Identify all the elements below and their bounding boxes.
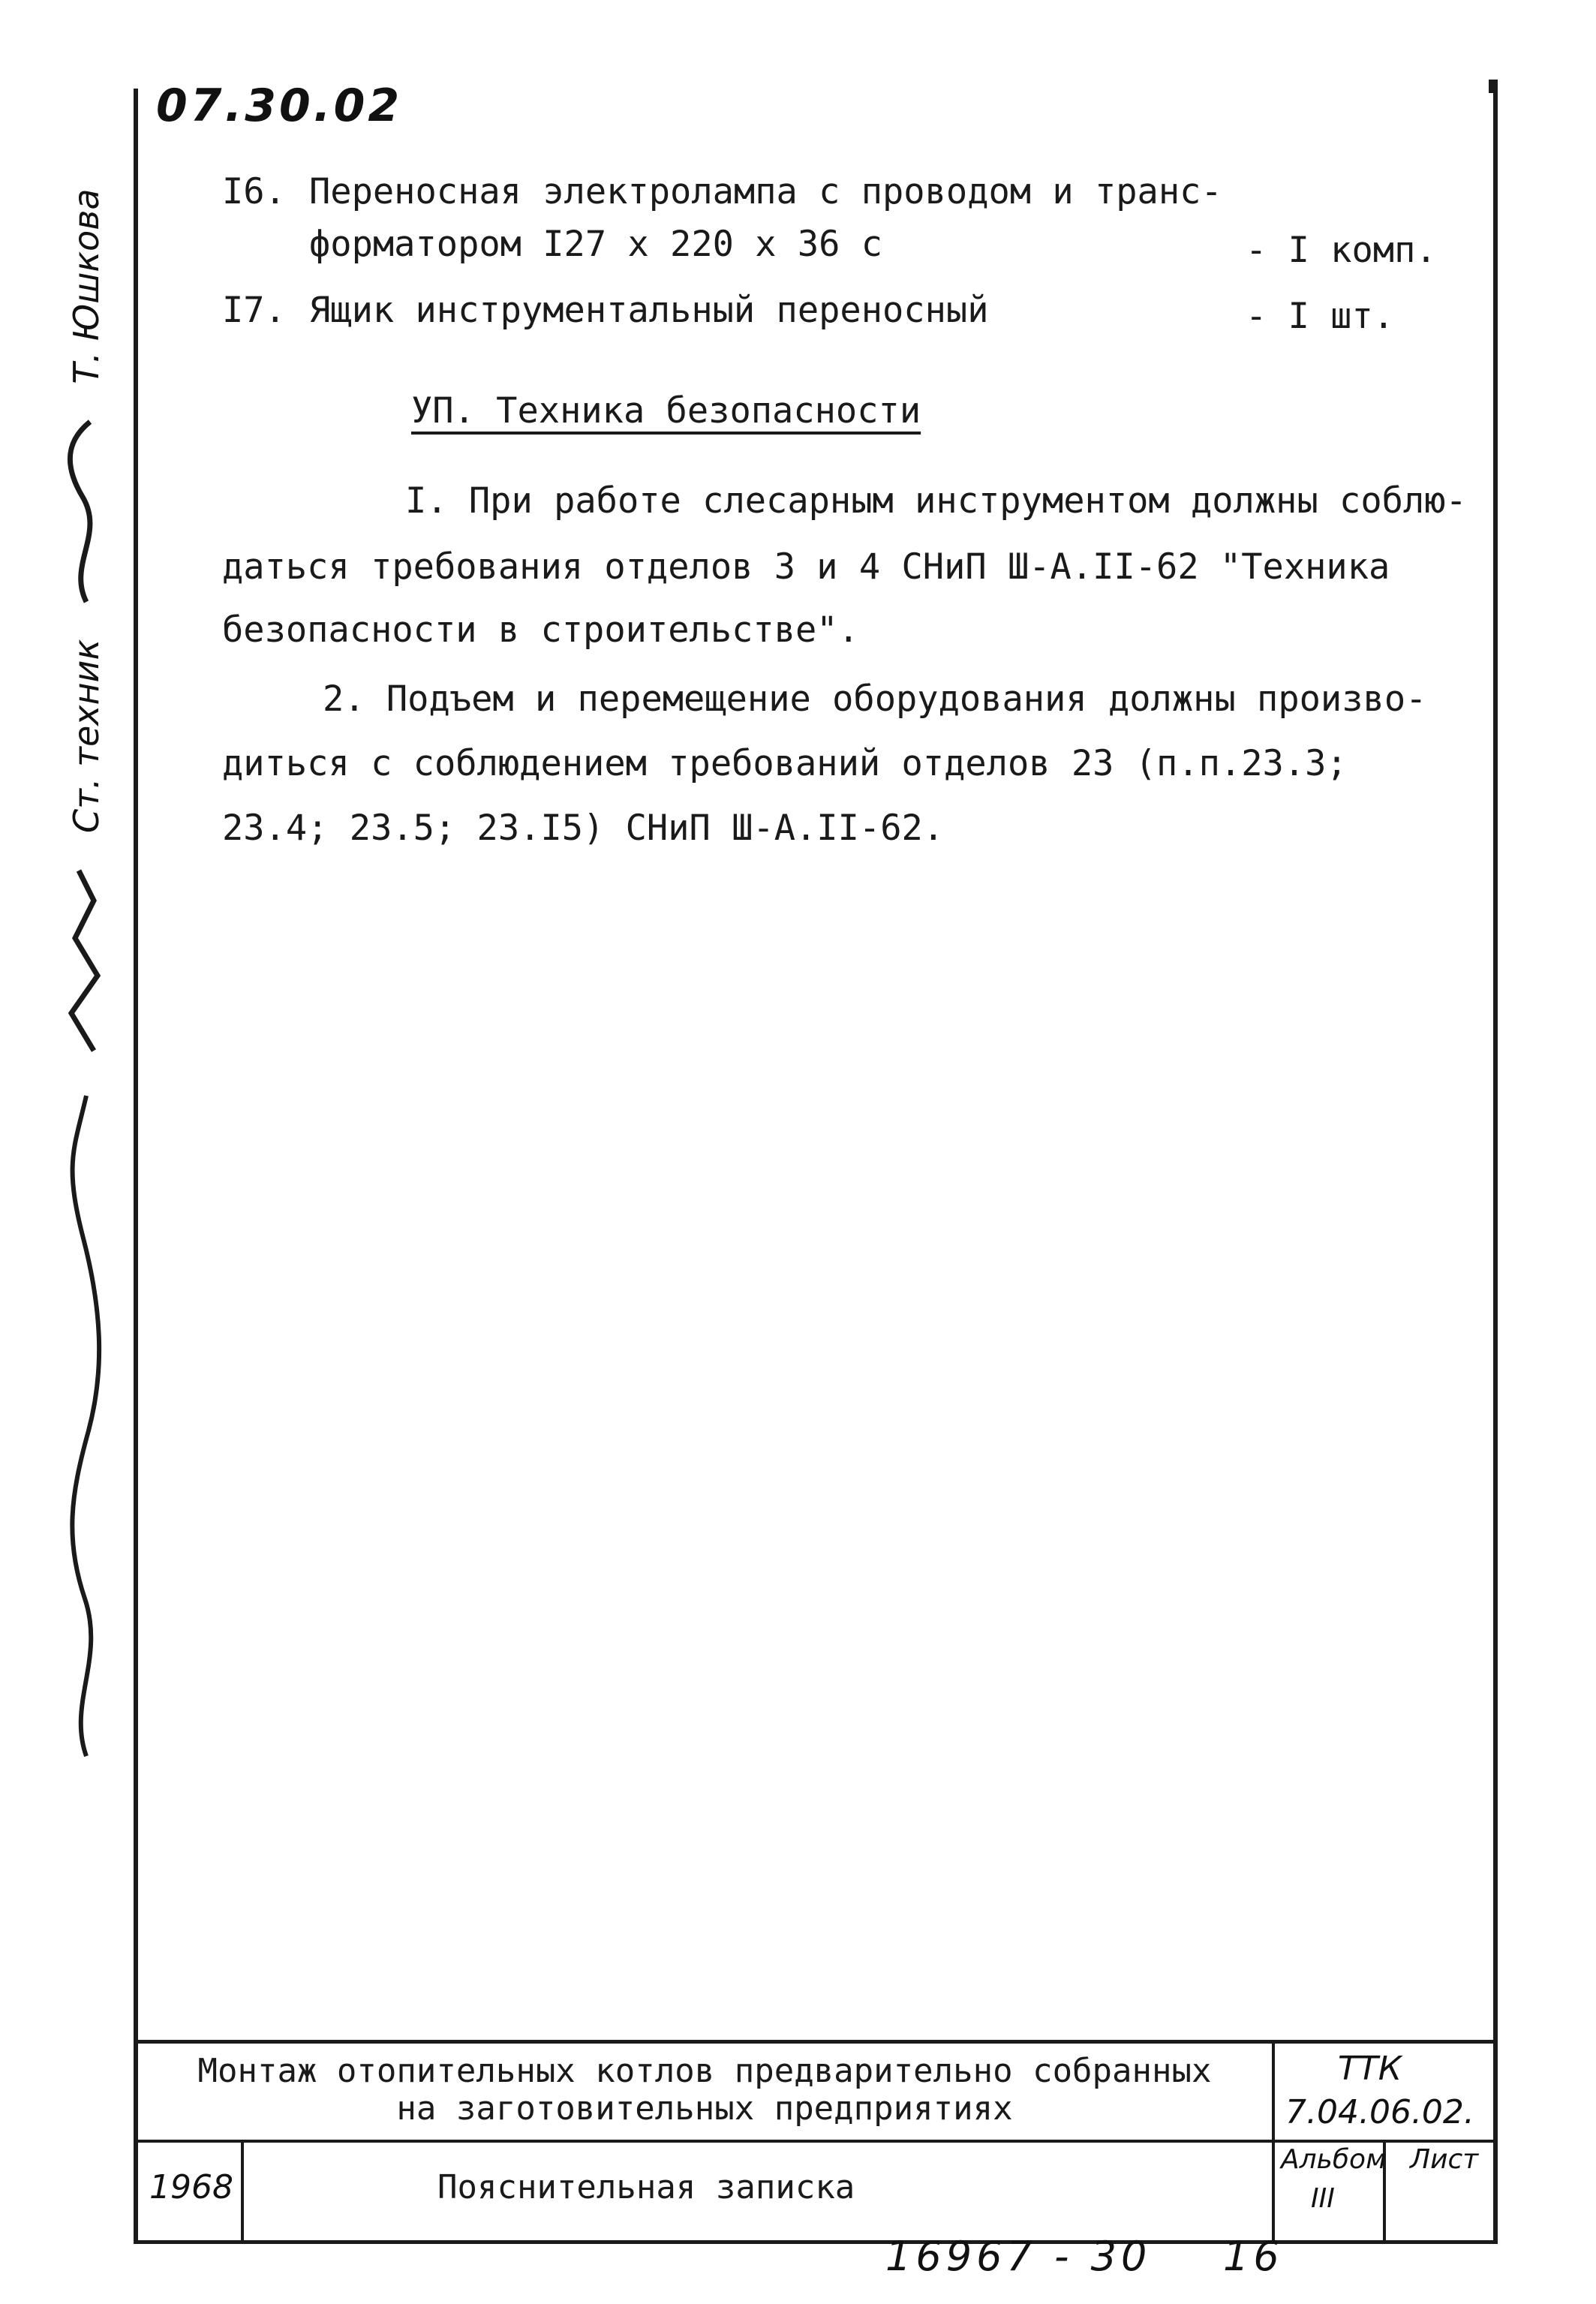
album-value: III [1311,2183,1335,2214]
item-16-number: I6. [222,171,286,212]
item-17-line1: Ящик инструментальный переносный [309,290,989,331]
title-block-title-line1: Монтаж отопительных котлов предварительно собранных [197,2052,1212,2090]
signature-technician: Ст. техник [66,639,107,833]
para1-line3: безопасности в строительстве". [222,609,859,651]
para2-line1: 2. Подъем и перемещение оборудования должны произво- [323,678,1427,720]
signature-mark-2 [64,414,109,609]
year: 1968 [149,2168,233,2206]
title-block-year-divider [241,2140,244,2240]
title-block-divider [137,2140,1494,2143]
para1-line1: I. При работе слесарным инструментом должны соблю- [405,480,1467,522]
album-label: Альбом [1281,2144,1387,2175]
signature-yushkova: Т. Юшкова [66,188,107,384]
signature-scribble [64,1088,109,1764]
title-block-title-line2: на заготовительных предприятиях [396,2089,1013,2128]
title-block-col-divider [1272,2044,1275,2240]
ttk-code: 7.04.06.02. [1285,2093,1474,2131]
item-16-line2: форматором I27 x 220 x 36 с [309,224,883,265]
frame-right-border [1493,83,1498,2244]
para1-line2: даться требования отделов 3 и 4 СНиП Ш-А.II-62 "Техника [222,546,1390,588]
item-16-line1: Переносная электролампа с проводом и транс- [309,171,1222,212]
para2-line2: диться с соблюдением требований отделов 23 (п.п.23.3; [222,743,1348,784]
item-16-quantity: - I комп. [1246,230,1437,271]
section-heading: УП. Техника безопасности [411,390,921,432]
document-name: Пояснительная записка [437,2168,855,2206]
sheet-label: Лист [1410,2144,1479,2175]
para2-line3: 23.4; 23.5; 23.I5) СНиП Ш-А.II-62. [222,808,945,849]
signature-mark [64,863,109,1058]
item-17-number: I7. [222,290,286,331]
ttk-label: ТТК [1338,2050,1402,2088]
frame-corner-mark [1489,80,1498,93]
title-block [134,2040,1498,2244]
signature-sidebar [30,143,143,1764]
inventory-number: 16967 - 30 [885,2233,1152,2280]
item-17-quantity: - I шт. [1246,296,1395,337]
document-code: 07.30.02 [156,80,403,132]
page-number: 16 [1223,2233,1284,2280]
